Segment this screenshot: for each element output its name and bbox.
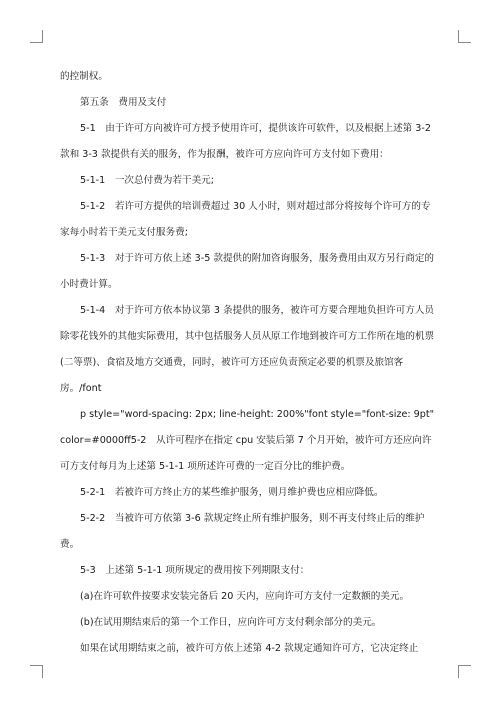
clause-5-1: 5-1 由于许可方向被许可方授予使用许可，提供该许可软件，以及根据上述第 3-2 款和 3-3 款提供有关的服务，作为报酬，被许可方应向许可方支付如下费用： — [60, 123, 431, 160]
paragraph-trial-termination: 如果在试用期结束之前，被许可方依上述第 4-2 款规定通知许可方，它决定终止 — [80, 643, 419, 654]
crop-mark-top-left — [30, 30, 43, 43]
clause-5-3-a: (a)在许可软件按要求安装完备后 20 天内，应向许可方支付一定数额的美元。 — [80, 591, 410, 602]
article-heading: 第五条 费用及支付 — [80, 97, 167, 108]
crop-mark-bottom-right — [458, 665, 471, 678]
clause-5-3-b: (b)在试用期结束后的第一个工作日，应向许可方支付剩余部分的美元。 — [80, 617, 382, 628]
clause-5-3: 5-3 上述第 5-1-1 项所规定的费用按下列期限支付： — [80, 565, 310, 576]
clause-5-1-3: 5-1-3 对于许可方依上述 3-5 款提供的附加咨询服务，服务费用由双方另行商定的小时费计算。 — [60, 253, 435, 290]
paragraph-continuation: 的控制权。 — [60, 71, 108, 82]
crop-mark-top-right — [458, 30, 471, 43]
crop-mark-bottom-left — [30, 665, 43, 678]
clause-5-1-2: 5-1-2 若许可方提供的培训费超过 30 人小时，则对超过部分将按每个许可方的专家每小时若干美元支付服务费; — [60, 201, 431, 238]
clause-5-2: p style="word-spacing: 2px; line-height: 200%"font style="font-size: 9pt" color=#0000ff5-2 从许可程序在指定 cpu 安装后第 7 个月开始，被许可方还应向许可方支付每月为上述第 5-1-1 项所述许可费的一定百分比的维护费。 — [60, 409, 435, 472]
document-body — [60, 64, 440, 662]
clause-5-1-1: 5-1-1 一次总付费为若干美元; — [80, 175, 214, 186]
clause-5-1-4: 5-1-4 对于许可方依本协议第 3 条提供的服务，被许可方要合理地负担许可方人员除零花钱外的其他实际费用，其中包括服务人员从原工作地到被许可方工作所在地的机票(二等票)、食宿及地方交通费，同时，被许可方还应负责预定必要的机票及旅馆客房。/font — [60, 305, 435, 394]
clause-5-2-2: 5-2-2 当被许可方依第 3-6 款规定终止所有维护服务，则不再支付终止后的维护费。 — [60, 513, 425, 550]
clause-5-2-1: 5-2-1 若被许可方终止方的某些维护服务，则月维护费也应相应降低。 — [80, 487, 384, 498]
